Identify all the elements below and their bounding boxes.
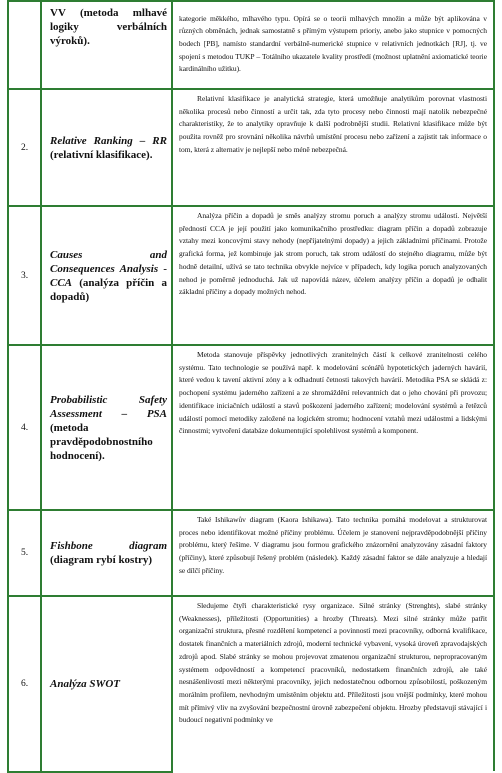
row-number: 4. (8, 345, 41, 510)
method-name-translation: (analýza příčin a dopadů) (50, 276, 167, 303)
row-number: 2. (8, 89, 41, 206)
table-row (8, 206, 494, 345)
method-name-translation: (relativní klasifikace). (50, 148, 153, 161)
method-name-translation: (diagram rybí kostry) (50, 554, 153, 566)
table-row (8, 89, 494, 206)
method-description (172, 206, 494, 345)
description-text: Sledujeme čtyři charakteristické rysy organizace. Silné stránky (Strenghts), slabé stránky (Weaknesses), příležitosti (Opportunities) a hrozby (Threats). Mezi silné stránky může patřit organizační struktura, přesné rozdělení kompetencí a povinností mezi pracovníky, odborná kvalifikace, dostatek finančních a materiálních zdrojů, moderní technické vybavení, vysoká úroveň zpravodajských zdrojů apod. Slabé stránky se mohou projevovat zmatenou organizační strukturou, nepropracovaným systémem odpovědností a kompetencí pracovníků, nedostatkem finančních zdrojů, ale také nesnášenlivostí mezi některými pracovníky, jejich nedostatečnou odbornou způsobilostí, poškozeným morálním profilem, nevhodným umístěním objektu atd. Příležitosti jsou vnější podmínky, které mohou mít přímivý vliv na zvyšování bezpečnostní úrovně zabezpečení objektu. Hrozby představují stávající i budoucí negativní podmínky ve (179, 601, 487, 725)
table-row (8, 1, 494, 89)
method-name-translation: (metoda pravděpodobnostního hodnocení). (50, 421, 153, 462)
table-row (8, 510, 494, 596)
row-number (8, 1, 41, 89)
table-row (8, 596, 494, 772)
table-row (8, 345, 494, 510)
description-text: Metoda stanovuje příspěvky jednotlivých zranitelných částí k celkové zranitelnosti celého systému. Tato technologie se používá např. k modelování scénářů hypotetických jaderných havárií, které vedou k tavení aktivní zóny a k odhadnutí četnosti takových havárií. Metodika PSA se skládá z: pochopení systému jaderného zařízení a ze shromáždění relevantních dat o jeho chování při provozu; identifikace iniciačních událostí a stavů poškození jaderného zařízení; modelování systémů a řetězců událostí pomocí metodiky založené na logickém stromu; hodnocení vztahů mezi událostmi a lidskými činnostmi; vytvoření databáze dokumentující spolehlivost systémů a komponent. (179, 350, 487, 436)
method-name: Probabilistic Safety Assessment – PSA (50, 393, 167, 420)
row-number: 3. (8, 206, 41, 345)
methods-table (7, 0, 495, 773)
method-description (172, 1, 494, 89)
method-description (172, 89, 494, 206)
method-name-cell (41, 510, 172, 596)
method-name-cell (41, 206, 172, 345)
method-name: Fishbone diagram (50, 540, 167, 552)
method-description (172, 596, 494, 772)
method-name-cell (41, 89, 172, 206)
method-name: Relative Ranking – RR (50, 134, 167, 147)
method-name: VV (metoda mlhavé logiky verbálních výroků). (50, 7, 167, 47)
method-name-cell (41, 596, 172, 772)
method-name: Causes and Consequences Analysis - CCA (50, 248, 167, 289)
description-text: Relativní klasifikace je analytická strategie, která umožňuje analytikům porovnat vlastnosti několika procesů nebo činností a určit tak, zda tyto procesy nebo činnosti mají natolik nebezpečné charakteristiky, že to analytiky opravňuje k další podrobnější studii. Relativní klasifikace může být použita rovněž pro srovnání několika návrhů umístění procesu nebo zařízení a zajistit tak informace o tom, která z alternativ je nejlepší nebo méně nebezpečná. (179, 94, 487, 154)
description-text: Také Ishikawův diagram (Kaora Ishikawa). Tato technika pomáhá modelovat a strukturovat proces nebo identifikovat možné příčiny problému. Účelem je stanovení nejpravděpodobnější příčiny problému, který řešíme. V diagramu jsou formou grafického znázornění analyzovány zásadní faktory (příčiny), které způsobují řešený problém (následek). Každý zásadní faktor se dále analyzuje a hledají se dílčí příčiny. (179, 515, 487, 575)
method-name-cell (41, 345, 172, 510)
method-name-cell (41, 1, 172, 89)
method-description (172, 510, 494, 596)
method-description (172, 345, 494, 510)
row-number: 6. (8, 596, 41, 772)
description-text: kategorie měkkého, mlhavého typu. Opírá se o teorii mlhavých množin a může být aplikována v různých obměnách, jednak samostatně s přímým výstupem prioriy, anebo jako stupnice v pomocných bodech [PB], namísto standardní verbálně-numerické stupnice v relativních jednotkách [RJ], tj. ve spojení s metodou TUKP – Totálního ukazatele kvality prostředí (možnost uplatnění axiomatické teorie kardinálního užitku). (179, 13, 487, 74)
method-name: Analýza SWOT (50, 678, 120, 690)
row-number: 5. (8, 510, 41, 596)
description-text: Analýza příčin a dopadů je směs analýzy stromu poruch a analýzy stromu událostí. Největší předností CCA je její použití jako komunikačního prostředku: diagram příčin a dopadů zobrazuje vztahy mezi koncovými stavy nehody (nepříjatelnými dopady) a jejich základními příčinami. Protože grafická forma, jež kombinuje jak strom poruch, tak strom událostí do stejného diagramu, může být hodně detailní, užívá se tato technika obvykle nejvíce v případech, kdy logika poruch analyzovaných nehod je poměrně jednoduchá. Jak už napovídá název, účelem analýzy příčin a dopadů je odhalit základní příčiny a dopady možných nehod. (179, 211, 487, 297)
